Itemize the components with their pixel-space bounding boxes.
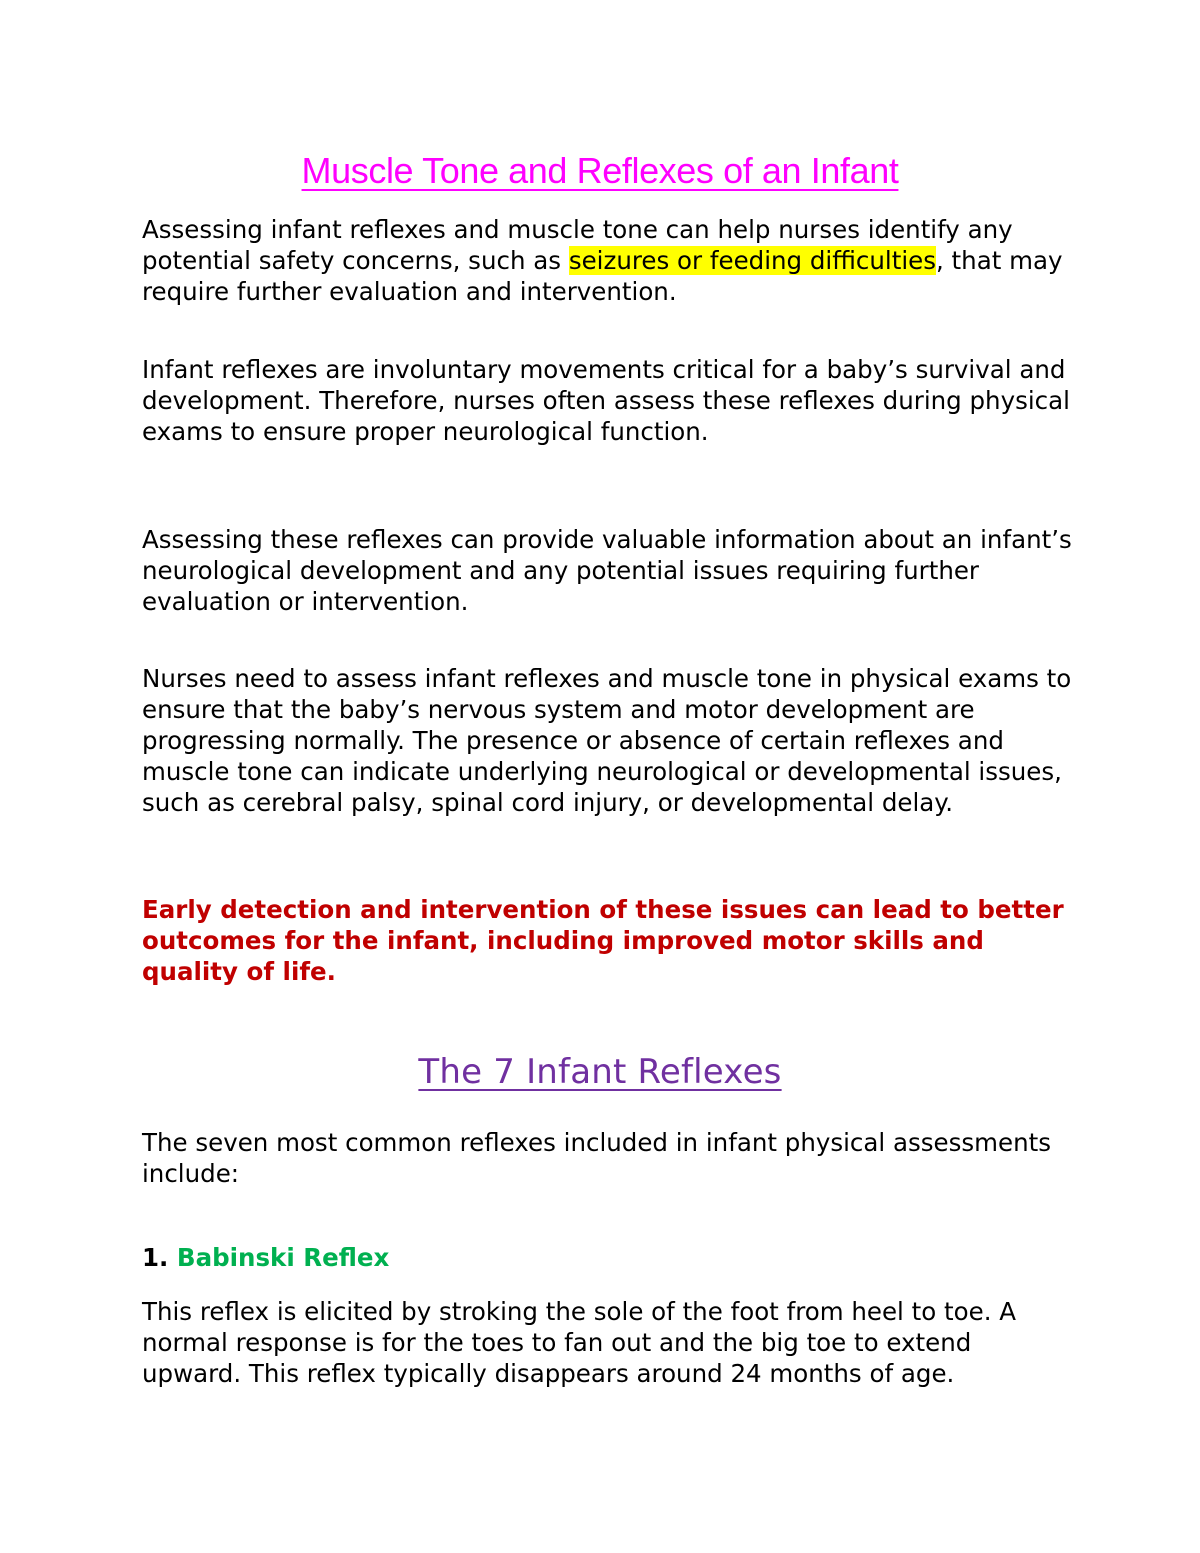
emphasis-paragraph: Early detection and intervention of these issues can lead to better outcomes for the infant, including improved motor skills and quality of life. (142, 895, 1064, 986)
intro-paragraph (142, 214, 1072, 307)
paragraph-assessment-value: Assessing these reflexes can provide valuable information about an infant’s neurological development and any potential issues requiring further evaluation or intervention. (142, 525, 1072, 616)
reflex-number: 1. (142, 1243, 169, 1272)
page-title: Muscle Tone and Reflexes of an Infant (301, 150, 899, 191)
reflex-heading (142, 1242, 1072, 1273)
reflex-name: Babinski Reflex (176, 1243, 390, 1272)
intro-text-end: , that may require further evaluation and intervention. (142, 246, 1063, 306)
paragraph-reflexes-definition: Infant reflexes are involuntary movements critical for a baby’s survival and development. Therefore, nurses often assess these reflexes during physical exams to ensure proper neurological function. (142, 355, 1070, 446)
section-intro: The seven most common reflexes included in infant physical assessments include: (142, 1128, 1051, 1188)
highlighted-text: seizures or feeding difficulties (568, 246, 936, 275)
section-title: The 7 Infant Reflexes (418, 1052, 782, 1092)
intro-text-start: Assessing infant reflexes and muscle tone can help nurses identify any potential safety concerns, such as (142, 215, 1013, 275)
paragraph-assessment-need: Nurses need to assess infant reflexes and muscle tone in physical exams to ensure that the baby’s nervous system and motor development are progressing normally. The presence or absence of certain reflexes and muscle tone can indicate underlying neurological or developmental issues, such as cerebral palsy, spinal cord injury, or developmental delay. (142, 664, 1072, 817)
reflex-description: This reflex is elicited by stroking the sole of the foot from heel to toe. A normal response is for the toes to fan out and the big toe to extend upward. This reflex typically disappears around 24 months of age. (142, 1297, 1017, 1388)
